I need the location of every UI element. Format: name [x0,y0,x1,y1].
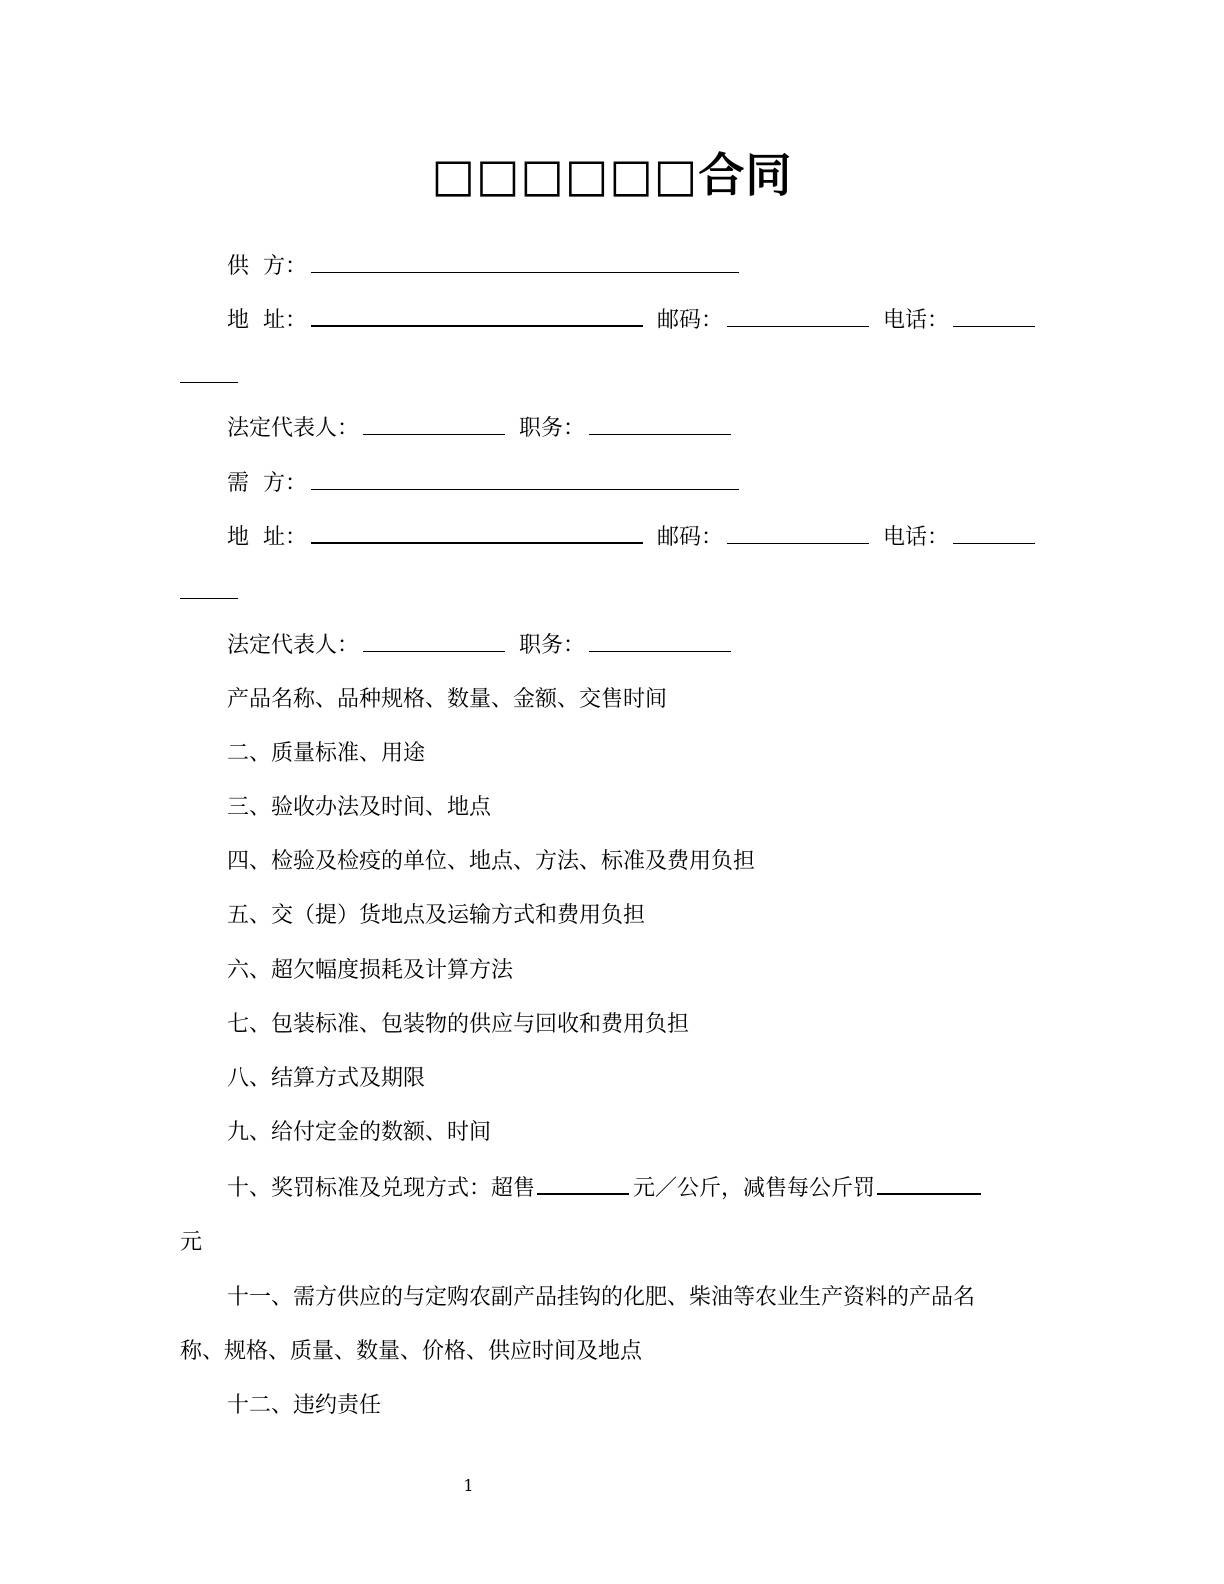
clause-8: 八、结算方式及期限 [227,1066,426,1091]
supplier-blank[interactable] [311,271,739,273]
clause-9: 九、给付定金的数额、时间 [227,1120,492,1145]
supplier-position-label: 职务： [519,416,586,441]
document-title: □□□□□□合同 [431,148,793,202]
supplier-postcode-blank[interactable] [727,325,869,327]
undersale-penalty-blank[interactable] [877,1192,981,1195]
buyer-phone-blank-cont[interactable] [180,597,238,599]
buyer-postcode-label: 邮码： [657,525,724,550]
clause-5: 五、交（提）货地点及运输方式和费用负担 [227,903,646,928]
supplier-phone-blank-cont[interactable] [180,381,238,383]
buyer-rep-label: 法定代表人： [227,633,360,658]
supplier-label: 供 方： [227,254,307,279]
buyer-phone-label: 电话： [883,525,950,550]
buyer-address-blank[interactable] [311,541,643,544]
clause-11-line-2: 称、规格、质量、数量、价格、供应时间及地点 [180,1339,643,1364]
clause-3: 三、验收办法及时间、地点 [227,795,492,820]
supplier-address-label: 地 址： [227,308,307,333]
clause-12: 十二、违约责任 [227,1393,382,1418]
supplier-phone-blank[interactable] [953,325,1035,327]
buyer-blank[interactable] [311,488,739,490]
buyer-phone-blank[interactable] [953,542,1035,544]
clause-10-unit: 元 [180,1230,203,1255]
buyer-rep-blank[interactable] [363,650,505,652]
clause-11-line-1: 十一、需方供应的与定购农副产品挂钩的化肥、柴油等农业生产资料的产品名 [227,1285,976,1310]
supplier-phone-label: 电话： [883,308,950,333]
buyer-position-blank[interactable] [589,650,731,652]
clause-4: 四、检验及检疫的单位、地点、方法、标准及费用负担 [227,849,756,874]
buyer-line [227,469,739,499]
supplier-phone-continuation [180,362,238,392]
supplier-line [227,252,739,282]
supplier-rep-blank[interactable] [363,433,505,435]
supplier-postcode-label: 邮码： [657,308,724,333]
buyer-address-line [227,523,1035,553]
buyer-rep-line [227,631,731,661]
buyer-postcode-blank[interactable] [727,542,869,544]
page-number: 1 [463,1476,474,1495]
oversale-reward-blank[interactable] [537,1192,629,1195]
clause-2: 二、质量标准、用途 [227,741,426,766]
buyer-position-label: 职务： [519,633,586,658]
buyer-label: 需 方： [227,471,307,496]
clause-10-text-a: 十、奖罚标准及兑现方式：超售 [227,1176,536,1201]
buyer-address-label: 地 址： [227,525,307,550]
supplier-address-blank[interactable] [311,324,643,327]
clause-7: 七、包装标准、包装物的供应与回收和费用负担 [227,1012,690,1037]
buyer-phone-continuation [180,578,238,608]
supplier-position-blank[interactable] [589,433,731,435]
supplier-address-line [227,306,1035,336]
clause-1: 产品名称、品种规格、数量、金额、交售时间 [227,687,668,712]
clause-10-text-b: 元／公斤，减售每公斤罚 [633,1176,876,1201]
supplier-rep-line [227,414,731,444]
supplier-rep-label: 法定代表人： [227,416,360,441]
clause-6: 六、超欠幅度损耗及计算方法 [227,958,514,983]
clause-10 [227,1174,981,1204]
